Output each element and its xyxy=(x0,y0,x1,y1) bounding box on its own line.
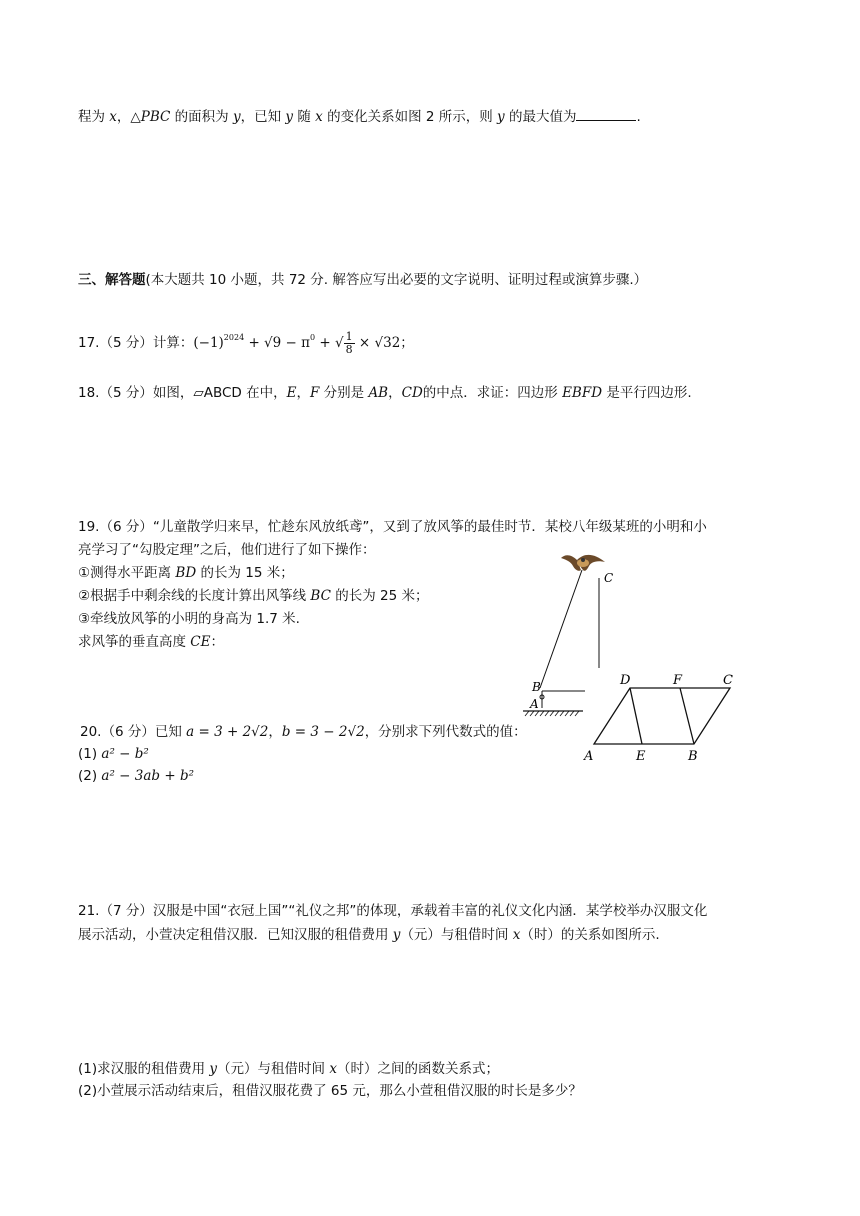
math-expr: + √ xyxy=(315,335,344,351)
text: ①测得水平距离 xyxy=(78,565,176,581)
q21-part1 xyxy=(78,1059,499,1079)
segment-bc: BC xyxy=(310,588,331,604)
text: 的变化关系如图 2 所示，则 xyxy=(322,109,498,125)
q19-line1: 19.（6 分）“儿童散学归来早，忙趁东风放纸鸢”，又到了放风筝的最佳时节．某校八年级某班的小明和小 xyxy=(78,519,707,535)
text: ，分别求下列代数式的值： xyxy=(364,724,527,740)
label-a: A xyxy=(584,749,594,764)
quadrilateral-ebfd: EBFD xyxy=(562,385,603,401)
text: ， xyxy=(116,109,131,125)
q19-step3: ③牵线放风筝的小明的身高为 1.7 米. xyxy=(78,611,300,627)
text: ； xyxy=(400,335,414,351)
text: 程为 xyxy=(78,109,110,125)
q19-step1 xyxy=(78,563,294,583)
section-title: 三、解答题 xyxy=(78,272,146,288)
text: 求风筝的垂直高度 xyxy=(78,634,191,650)
q20-part1 xyxy=(78,744,149,764)
text: ， xyxy=(268,724,282,740)
math-expr: + √9 − π xyxy=(244,335,311,351)
text: （时）之间的函数关系式； xyxy=(336,1061,499,1077)
segment-bd: BD xyxy=(175,565,197,581)
text: ， xyxy=(296,385,310,401)
var-x: x xyxy=(512,927,521,943)
label-c: C xyxy=(723,673,733,688)
text: （时）的关系如图所示. xyxy=(520,927,660,943)
expr: a² − 3ab + b² xyxy=(101,768,195,784)
text: ： xyxy=(210,634,224,650)
text: ， xyxy=(388,385,402,401)
parallelogram-figure xyxy=(578,672,748,768)
math-expr: × √32 xyxy=(354,335,401,351)
label-d: D xyxy=(620,673,631,688)
exponent: 0 xyxy=(310,333,316,342)
kite-icon xyxy=(561,555,605,571)
expr-a: a = 3 + 2√2 xyxy=(186,724,269,740)
parallelogram-abcd xyxy=(594,688,730,744)
text: 18.（5 分）如图，▱ABCD 在中， xyxy=(78,385,287,401)
math-expr: (−1) xyxy=(193,335,224,351)
q16-tail-line xyxy=(78,106,641,127)
text: 20.（6 分）已知 xyxy=(80,724,187,740)
kite-string xyxy=(540,570,582,688)
point-e: E xyxy=(286,385,297,401)
text: 展示活动，小萱决定租借汉服．已知汉服的租借费用 xyxy=(78,927,393,943)
section-description: (本大题共 10 小题，共 72 分. 解答应写出必要的文字说明、证明过程或演算步骤.） xyxy=(145,272,648,288)
var-y: y xyxy=(232,109,241,125)
fraction xyxy=(344,331,355,356)
section-heading xyxy=(78,270,647,290)
text: 的长为 25 米； xyxy=(330,588,429,604)
label-b: B xyxy=(532,680,541,694)
q21-part2: (2)小萱展示活动结束后，租借汉服花费了 65 元，那么小萱租借汉服的时长是多少？ xyxy=(78,1083,582,1099)
var-y: y xyxy=(392,927,401,943)
var-x: x xyxy=(315,109,323,125)
triangle-pbc: △PBC xyxy=(130,109,171,125)
text: ②根据手中剩余线的长度计算出风筝线 xyxy=(78,588,311,604)
label-a: A xyxy=(530,697,539,711)
ground-hatching xyxy=(525,711,579,716)
q20-part2 xyxy=(78,766,194,786)
segment-ce: CE xyxy=(190,634,211,650)
label-b: B xyxy=(688,749,698,764)
question-20 xyxy=(80,722,527,742)
segment-de xyxy=(630,688,642,744)
segment-ab: AB xyxy=(368,385,389,401)
exponent: 2024 xyxy=(223,333,245,342)
point-f: F xyxy=(309,385,320,401)
label-f: F xyxy=(673,673,683,688)
var-y: y xyxy=(209,1061,218,1077)
text: 的最大值为 xyxy=(504,109,577,125)
question-18 xyxy=(78,383,692,403)
text: 随 xyxy=(293,109,316,125)
q21-line1: 21.（7 分）汉服是中国“衣冠上国”“礼仪之邦”的体现，承载着丰富的礼仪文化内涵．某学校举办汉服文化 xyxy=(78,903,708,919)
text: 的中点．求证：四边形 xyxy=(422,385,563,401)
question-17 xyxy=(78,325,414,356)
q19-ask xyxy=(78,632,224,652)
expr: a² − b² xyxy=(101,746,149,762)
text: (2) xyxy=(78,768,102,784)
var-y: y xyxy=(497,109,505,125)
text: (1)求汉服的租借费用 xyxy=(78,1061,210,1077)
var-y: y xyxy=(285,109,294,125)
segment-cd: CD xyxy=(401,385,423,401)
var-x: x xyxy=(109,109,117,125)
answer-blank[interactable] xyxy=(576,106,636,121)
text: （元）与租借时间 xyxy=(217,1061,330,1077)
expr-b: b = 3 − 2√2 xyxy=(281,724,365,740)
text: . xyxy=(636,109,641,125)
text: 分别是 xyxy=(319,385,369,401)
numerator: 1 xyxy=(345,329,353,343)
question-number: 17.（5 分）计算： xyxy=(78,335,194,351)
text: ，已知 xyxy=(240,109,286,125)
denominator: 8 xyxy=(345,342,353,356)
text: 的长为 15 米； xyxy=(196,565,294,581)
q19-line2: 亮学习了“勾股定理”之后，他们进行了如下操作： xyxy=(78,542,376,558)
label-e: E xyxy=(636,749,646,764)
text: 的面积为 xyxy=(170,109,233,125)
text: 是平行四边形. xyxy=(602,385,692,401)
label-c: C xyxy=(604,571,614,585)
q21-line2 xyxy=(78,925,660,945)
segment-fb xyxy=(680,688,694,744)
text: (1) xyxy=(78,746,102,762)
var-x: x xyxy=(329,1061,337,1077)
text: （元）与租借时间 xyxy=(400,927,513,943)
q19-step2 xyxy=(78,586,428,606)
